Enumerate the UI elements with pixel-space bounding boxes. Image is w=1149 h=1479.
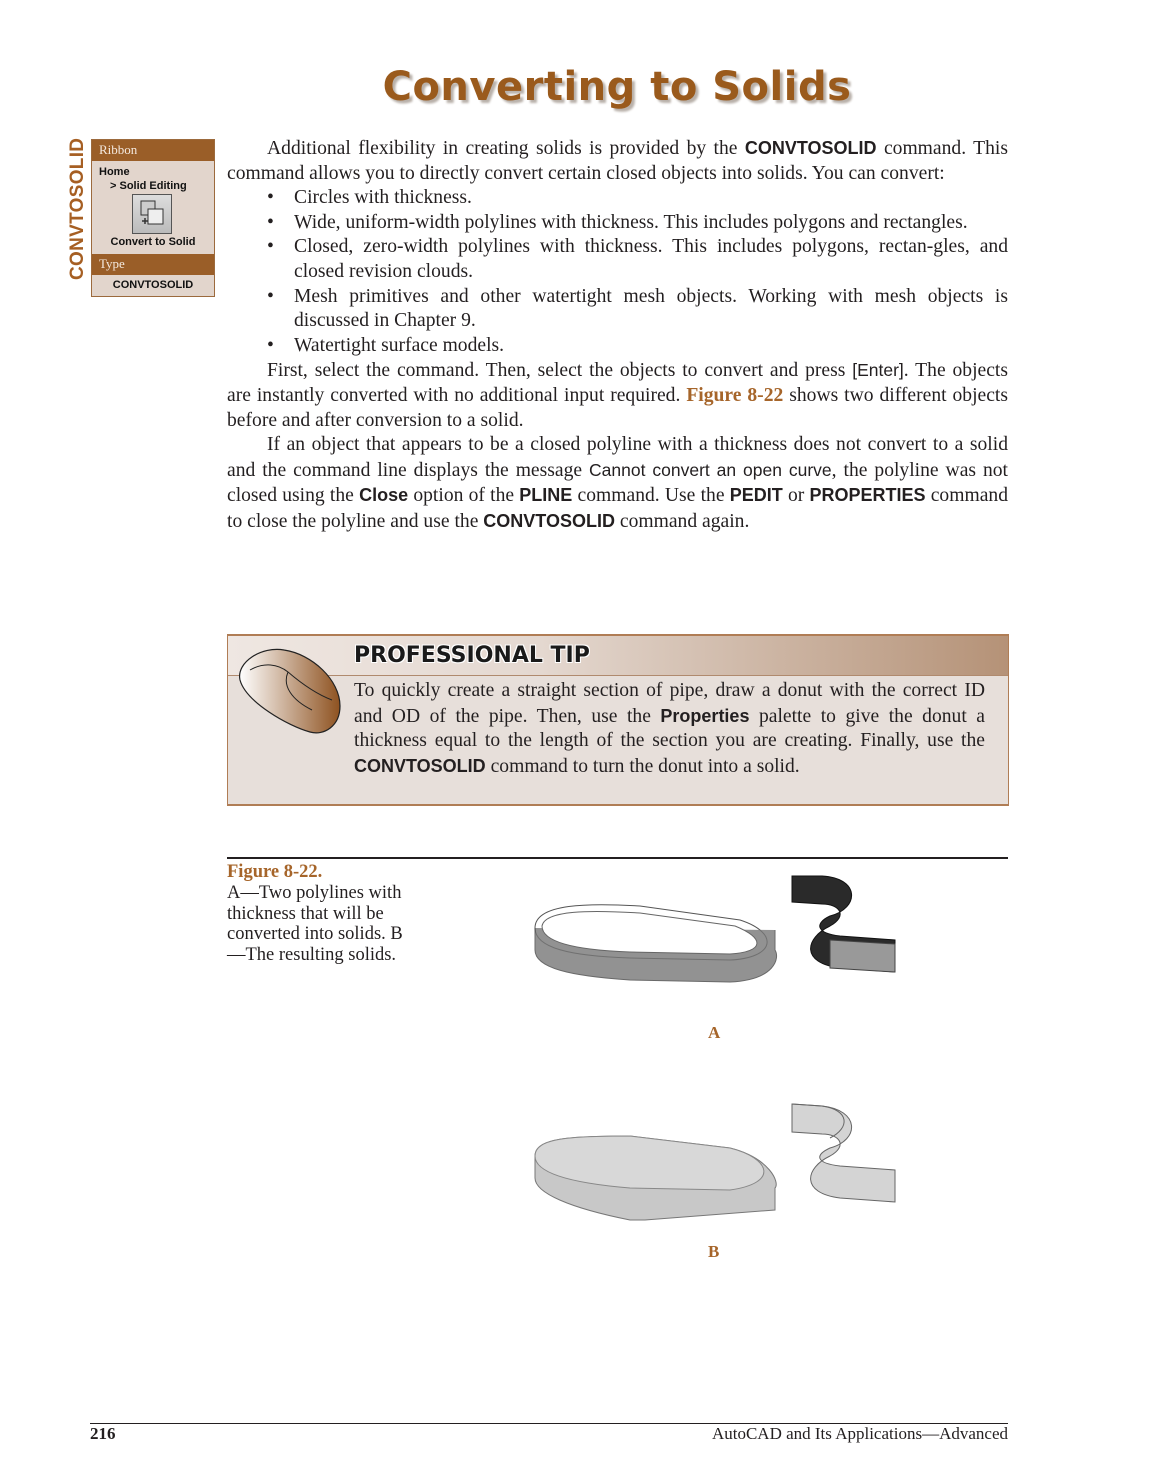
ribbon-button-label: Convert to Solid [110, 236, 196, 248]
paragraph-intro [227, 136, 1008, 186]
type-header: Type [92, 254, 214, 275]
text: First, select the command. Then, select the objects to convert and press [267, 360, 853, 382]
command-name: CONVTOSOLID [483, 510, 615, 531]
figure-reference-link[interactable]: Figure 8-22 [686, 384, 784, 406]
list-item: • Mesh primitives and other watertight mesh objects. Working with mesh objects is discussed in Chapter 9. [294, 285, 1008, 334]
list-item: • Circles with thickness. [294, 186, 1008, 211]
ribbon-tab: Home [99, 166, 130, 178]
book-title: AutoCAD and Its Applications—Advanced [711, 1424, 1008, 1443]
figure-label-a: A [708, 1023, 721, 1042]
command-side-label [66, 137, 90, 280]
command-name: PEDIT [729, 485, 783, 506]
option-name: Close [359, 485, 409, 506]
text: If an object that appears to be a closed polyline with a thickness does not convert to a solid and the command line displays the message [227, 434, 1008, 481]
convertible-objects-list [227, 186, 1008, 358]
figure-caption-text: A—Two polylines with thickness that will be converted into solids. B—The resulting solids. [227, 882, 403, 966]
figure-number: Figure 8-22. [227, 862, 323, 882]
list-item: • Closed, zero-width polylines with thickness. This includes polygons, rectan-gles, and closed revision clouds. [294, 235, 1008, 284]
text: option of the [408, 485, 520, 507]
text: command. Use the [572, 485, 730, 507]
paragraph-procedure [227, 358, 1008, 433]
list-item: • Watertight surface models. [294, 334, 1008, 359]
page-number: 216 [90, 1424, 116, 1443]
text: To quickly create a straight section of pipe, draw a donut with the correct ID and OD of the pipe. Then, use the [354, 680, 985, 727]
type-command: CONVTOSOLID [112, 279, 194, 291]
text: shows two different objects before and after conversion to a solid. [227, 384, 1009, 431]
text: Additional flexibility in creating solids is provided by the [267, 138, 745, 159]
page-title: Converting to Solids [382, 64, 852, 110]
text: command again. [614, 510, 750, 532]
text: palette to give the donut a thickness equal to the length of the section you are creating. Finally, use the [354, 705, 985, 752]
command-name: PROPERTIES [809, 485, 926, 506]
command-name-vertical: CONVTOSOLID [67, 137, 88, 280]
palette-name: Properties [660, 705, 750, 726]
figure-label-b: B [708, 1242, 720, 1261]
tip-header [228, 636, 1008, 676]
ribbon-panel: > Solid Editing [110, 180, 187, 192]
text: . The objects are instantly converted with no additional input required. [227, 360, 1008, 406]
mouse-icon [232, 640, 344, 736]
error-message: Cannot convert an open curve [589, 459, 832, 480]
text: command. This command allows you to directly convert certain closed objects into solids. You can convert: [227, 138, 1008, 184]
body-text [227, 136, 1008, 535]
text: command to turn the donut into a solid. [485, 755, 800, 777]
command-name: CONVTOSOLID [354, 755, 486, 776]
professional-tip-box [227, 634, 1009, 806]
paragraph-troubleshoot [227, 433, 1008, 534]
convert-to-solid-icon[interactable] [132, 194, 172, 234]
tip-title: PROFESSIONAL TIP [354, 643, 590, 668]
figure-caption [227, 862, 407, 966]
text: command to close the polyline and use the [227, 485, 1009, 532]
command-name: CONVTOSOLID [744, 138, 877, 158]
key-name: [Enter] [852, 360, 904, 381]
text: or [782, 485, 810, 507]
figure-a-polylines [530, 868, 900, 998]
text: , the polyline was not closed using the [227, 459, 1009, 507]
figure-b-solids [530, 1098, 900, 1228]
list-item: • Wide, uniform-width polylines with thickness. This includes polygons and rectangles. [294, 211, 1008, 236]
figure-divider [227, 857, 1008, 859]
command-name: PLINE [519, 485, 573, 506]
tip-text [354, 679, 985, 779]
command-access-box [91, 139, 215, 297]
ribbon-header: Ribbon [92, 140, 214, 161]
